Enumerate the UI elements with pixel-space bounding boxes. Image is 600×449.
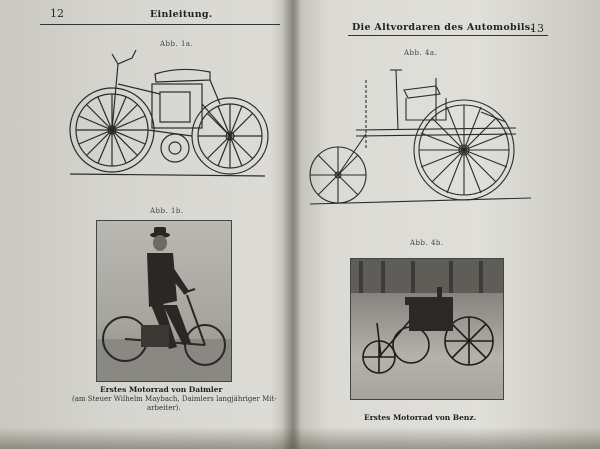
left-running-head: Einleitung.: [150, 9, 213, 20]
benz-car-image: [351, 259, 503, 399]
daimler-photo: [96, 220, 232, 382]
right-page: [292, 0, 600, 449]
left-page-number: 12: [50, 7, 64, 20]
benz-motorwagen-drawing: [306, 60, 546, 210]
rider-on-motorcycle-image: [97, 221, 231, 381]
right-fig-bottom-caption: Abb. 4b.: [410, 239, 444, 247]
right-fig-top-caption: Abb. 4a.: [404, 49, 438, 57]
left-head-rule: [40, 24, 280, 25]
page-bottom-shadow: [0, 427, 600, 449]
benz-photo: [350, 258, 504, 400]
left-fig-bottom-caption: Abb. 1b.: [150, 207, 184, 215]
left-fig-top-caption: Abb. 1a.: [160, 40, 194, 48]
left-page: [0, 0, 292, 449]
left-photo-note-line2: arbeiter).: [147, 404, 181, 412]
left-photo-note: [72, 395, 282, 413]
left-photo-caption: Erstes Motorrad von Daimler: [100, 385, 223, 394]
right-running-head: Die Altvordaren des Automobils.: [352, 22, 535, 33]
right-page-number: 13: [530, 22, 544, 35]
right-photo-caption: Erstes Motorrad von Benz.: [364, 413, 477, 422]
daimler-motorcycle-drawing: [60, 44, 275, 184]
left-photo-note-line1: (am Steuer Wilhelm Maybach, Daimlers langjähriger Mit-: [72, 395, 277, 403]
right-head-rule: [348, 35, 548, 36]
